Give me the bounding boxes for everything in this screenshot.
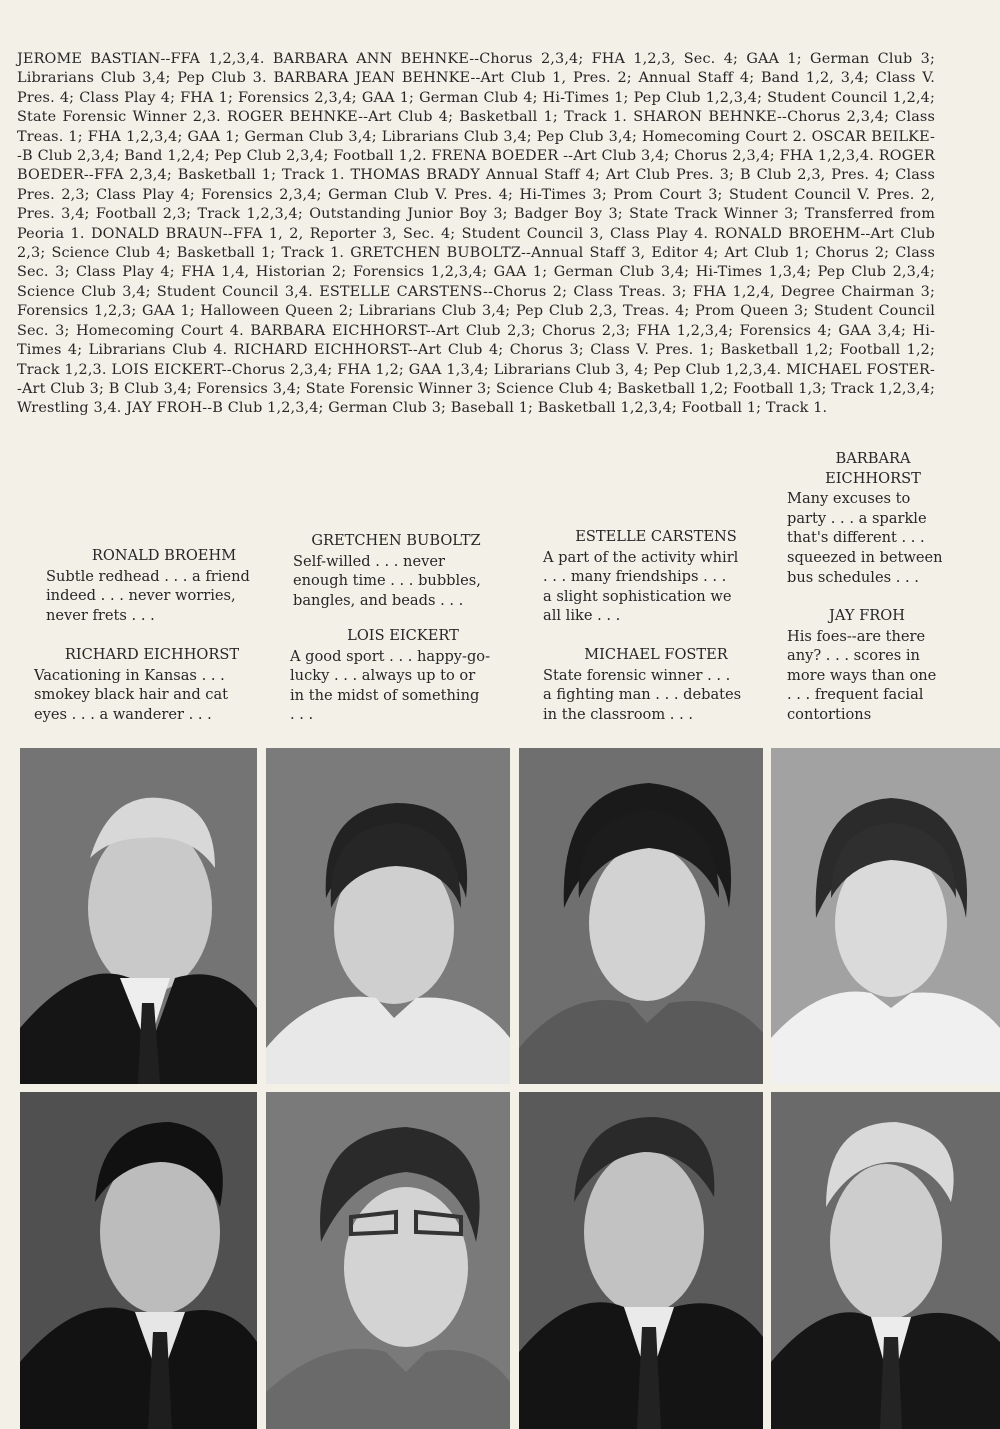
caption-text: Subtle redhead . . . a friend indeed . . . never worries, never frets . . . [46,567,250,624]
caption-text: His foes--are there any? . . . scores in more ways than one . . . frequent facial contortions [787,627,937,723]
portrait-photo [266,1092,510,1429]
portrait-photo [771,748,1000,1084]
caption-name: BARBARA EICHHORST [825,450,921,487]
activities-paragraph: JEROME BASTIAN--FFA 1,2,3,4. BARBARA ANN BEHNKE--Chorus 2,3,4; FHA 1,2,3, Sec. 4; GAA 1; German Club 3; Librarians Club 3,4; Pep Club 3. BARBARA JEAN BEHNKE--Art Club 1, Pres. 2; Annual Staff 4; Band 1,2, 3,4; Class V. Pres. 4; Class Play 4; FHA 1; Forensics 2,3,4; GAA 1; German Club 4; Hi-Times 1; Pep Club 1,2,3,4; Student Council 1,2,4; State Forensic Winner 2,3. ROGER BEHNKE--Art Club 4; Basketball 1; Track 1. SHARON BEHNKE--Chorus 2,3,4; Class Treas. 1; FHA 1,2,3,4; GAA 1; German Club 3,4; Librarians Club 3,4; Pep Club 3,4; Homecoming Court 2. OSCAR BEILKE--B Club 2,3,4; Band 1,2,4; Pep Club 2,3,4; Football 1,2. FRENA BOEDER --Art Club 3,4; Chorus 2,3,4; FHA 1,2,3,4. ROGER BOEDER--FFA 2,3,4; Basketball 1; Track 1. THOMAS BRADY Annual Staff 4; Art Club Pres. 3; B Club 2,3, Pres. 4; Class Pres. 2,3; Class Play 4; Forensics 2,3,4; German Club V. Pres. 4; Hi-Times 3; Prom Court 3; Student Council V. Pres. 2, Pres. 3,4; Football 2,3; Track 1,2,3,4; Outstanding Junior Boy 3; Badger Boy 3; State Track Winner 3; Transferred from Peoria 1. DONALD BRAUN--FFA 1, 2, Reporter 3, Sec. 4; Student Council 3, Class Play 4. RONALD BROEHM--Art Club 2,3; Science Club 4; Basketball 1; Track 1. GRETCHEN BUBOLTZ--Annual Staff 3, Editor 4; Art Club 1; Chorus 2; Class Sec. 3; Class Play 4; FHA 1,4, Historian 2; Forensics 1,2,3,4; GAA 1; German Club 3,4; Hi-Times 1,3,4; Pep Club 2,3,4; Science Club 3,4; Student Council 3,4. ESTELLE CARSTENS--Chorus 2; Class Treas. 3; FHA 1,2,4, Degree Chairman 3; Forensics 1,2,3; GAA 1; Halloween Queen 2; Librarians Club 3,4; Pep Club 2,3, Treas. 4; Prom Queen 3; Student Council Sec. 3; Homecoming Court 4. BARBARA EICHHORST--Art Club 2,3; Chorus 2,3; FHA 1,2,3,4; Forensics 4; GAA 3,4; Hi-Times 4; Librarians Club 4. RICHARD EICHHORST--Art Club 4; Chorus 3; Class V. Pres. 1; Basketball 1,2; Football 1,2; Track 1,2,3. LOIS EICKERT--Chorus 2,3,4; FHA 1,2; GAA 1,3,4; Librarians Club 3, 4; Pep Club 1,2,3,4. MICHAEL FOSTER--Art Club 3; B Club 3,4; Forensics 3,4; State Forensic Winner 3; Science Club 4; Basketball 1,2; Football 1,3; Track 1,2,3,4; Wrestling 3,4. JAY FROH--B Club 1,2,3,4; German Club 3; Baseball 1; Basketball 1,2,3,4; Football 1; Track 1. [17,51,935,417]
caption-name: LOIS EICKERT [347,627,459,644]
caption-name: RICHARD EICHHORST [64,646,240,663]
caption-name: MICHAEL FOSTER [584,646,728,663]
caption-richard-eichhorst [34,645,270,724]
portrait-photo [266,748,510,1084]
caption-estelle-carstens [543,527,769,626]
caption-name: RONALD BROEHM [91,547,237,564]
caption-michael-foster [543,645,769,724]
portrait-photo [20,1092,257,1429]
portrait-photo [20,748,257,1084]
caption-text: Self-willed . . . never enough time . . . bubbles, bangles, and beads . . . [293,552,481,609]
portrait-photo [771,1092,1000,1429]
portrait-photo [519,748,763,1084]
caption-name: JAY FROH [829,607,905,624]
caption-text: State forensic winner . . . a fighting man . . . debates in the classroom . . . [543,666,742,723]
caption-name: ESTELLE CARSTENS [575,528,737,545]
caption-lois-eickert [290,626,516,725]
caption-text: Vacationing in Kansas . . . smokey black hair and cat eyes . . . a wanderer . . . [34,666,229,723]
caption-barbara-eichhorst [787,449,967,587]
caption-ronald-broehm [46,546,282,625]
caption-jay-froh [787,606,967,725]
caption-name: GRETCHEN BUBOLTZ [311,532,481,549]
caption-text: A good sport . . . happy-go- lucky . . . always up to or in the midst of something . . . [290,647,491,724]
caption-gretchen-buboltz [293,531,499,610]
portrait-photo [519,1092,763,1429]
caption-text: A part of the activity whirl . . . many friendships . . . a slight sophistication we all like . . . [543,548,739,625]
caption-text: Many excuses to party . . . a sparkle that's different . . . squeezed in between bus schedules . . . [787,490,943,586]
